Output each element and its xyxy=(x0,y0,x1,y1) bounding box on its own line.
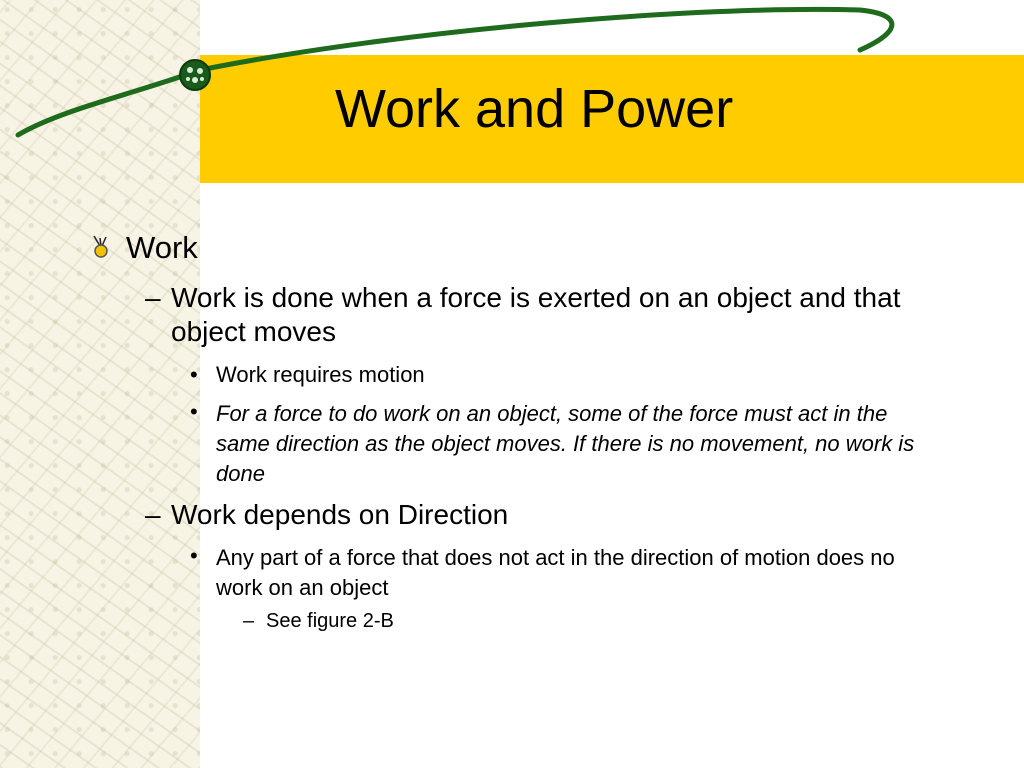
dash-marker: – xyxy=(243,610,255,632)
dash-marker: – xyxy=(145,499,161,530)
bullet-force-direction: For a force to do work on an object, some of the force must act in the same direction as the object moves. If there is no movement, no work is done xyxy=(216,401,915,486)
lightbulb-bullet-icon xyxy=(88,234,114,260)
bullet-requires-motion: Work requires motion xyxy=(216,362,425,387)
bullet-depends-direction: Work depends on Direction xyxy=(171,499,509,530)
dot-marker: • xyxy=(190,362,198,387)
bullet-see-figure: See figure 2-B xyxy=(266,610,394,632)
bullet-any-part: Any part of a force that does not act in the direction of motion does no work on an object xyxy=(216,545,895,600)
bullet-work-definition: Work is done when a force is exerted on an object and that object moves xyxy=(171,282,901,347)
dot-marker: • xyxy=(190,399,198,424)
bullet-work: Work xyxy=(126,230,198,265)
slide-title: Work and Power xyxy=(335,79,734,139)
dot-marker: • xyxy=(190,543,198,568)
dash-marker: – xyxy=(145,282,161,313)
